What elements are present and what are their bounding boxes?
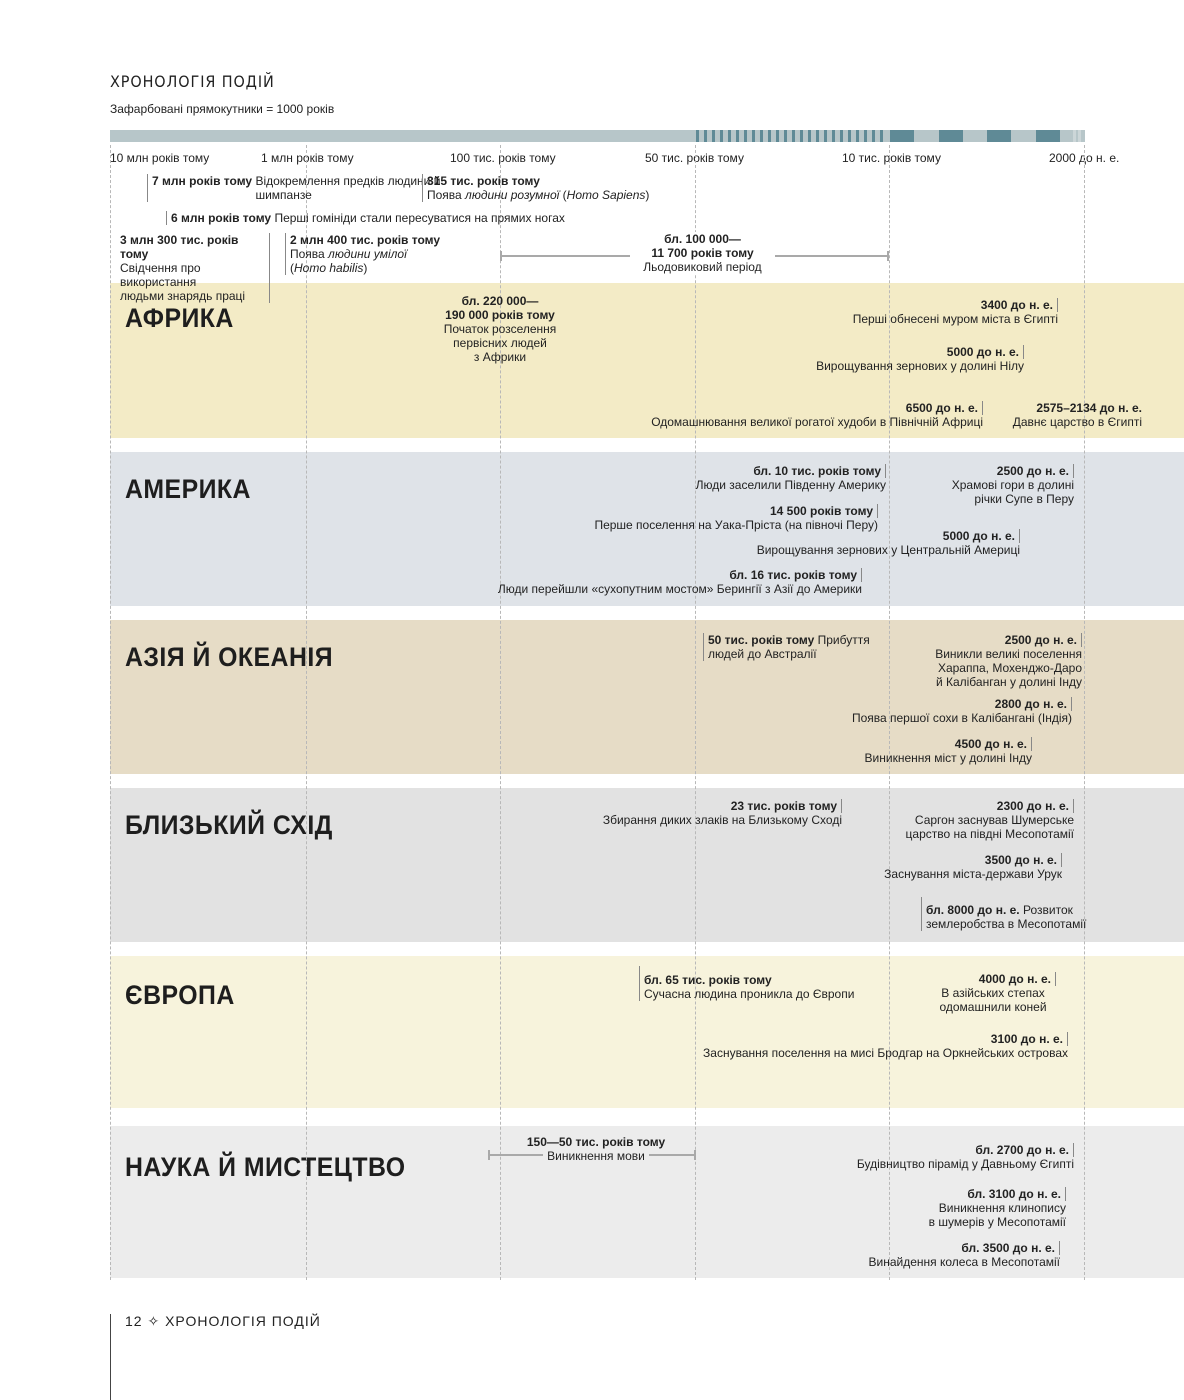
event-language: 150—50 тис. років тому Виникнення мови bbox=[526, 1135, 666, 1163]
axis-label-10m: 10 млн років тому bbox=[110, 151, 210, 165]
event-brodgar: 3100 до н. е. Заснування поселення на мисі Бродгар на Оркнейських островах bbox=[690, 1032, 1068, 1060]
region-title: НАУКА Й МИСТЕЦТВО bbox=[125, 1152, 406, 1182]
event-huaca-prieta: 14 500 років тому Перше поселення на Уака-Пріста (на півночі Перу) bbox=[580, 504, 878, 532]
guide-line bbox=[110, 145, 111, 1280]
event-australia: 50 тис. років тому Прибуття людей до Австралії bbox=[703, 633, 870, 661]
axis-label-2000bc: 2000 до н. е. bbox=[1049, 151, 1120, 165]
event-first-plough: 2800 до н. е. Поява першої сохи в Калібангані (Індія) bbox=[840, 697, 1072, 725]
event-uruk: 3500 до н. е. Заснування міста-держави Урук bbox=[870, 853, 1062, 881]
axis-label-50k: 50 тис. років тому bbox=[645, 151, 744, 165]
event-indus-cities: 2500 до н. е. Виникли великі поселення Хараппа, Мохенджо-Даро й Калібанган у долині Інду bbox=[920, 633, 1082, 689]
axis-label-100k: 100 тис. років тому bbox=[450, 151, 556, 165]
event-ice-age: бл. 100 000— 11 700 років тому Льодовиковий період bbox=[630, 232, 775, 274]
event-agriculture: бл. 8000 до н. е. Розвиток землеробства в Месопотамії bbox=[921, 897, 1086, 931]
event-bipedal: 6 млн років тому Перші гомініди стали пересуватися на прямих ногах bbox=[166, 211, 565, 225]
event-cuneiform: бл. 3100 до н. е. Виникнення клинопису в шумерів у Месопотамії bbox=[920, 1187, 1066, 1229]
region-title: АФРИКА bbox=[125, 303, 234, 333]
event-homo-habilis: 2 млн 400 тис. років тому Поява людини умілої (Homo habilis) bbox=[285, 233, 440, 275]
footer-section-title: ХРОНОЛОГІЯ ПОДІЙ bbox=[165, 1313, 321, 1329]
scale-legend: Зафарбовані прямокутники = 1000 років bbox=[110, 102, 335, 116]
event-cattle: 6500 до н. е. Одомашнювання великої рогатої худоби в Північній Африці bbox=[630, 401, 983, 429]
sparkle-icon: ✧ bbox=[147, 1313, 161, 1329]
region-title: ЄВРОПА bbox=[125, 980, 235, 1010]
footer-rule bbox=[110, 1314, 111, 1400]
event-tools: 3 млн 300 тис. років тому Свідчення про використання людьми знарядь праці bbox=[110, 233, 270, 303]
event-europe-humans: бл. 65 тис. років тому Сучасна людина проникла до Європи bbox=[639, 966, 854, 1001]
event-south-america: бл. 10 тис. років тому Люди заселили Південну Америку bbox=[670, 464, 886, 492]
event-out-of-africa: бл. 220 000— 190 000 років тому Початок розселення первісних людей з Африки bbox=[443, 294, 557, 364]
region-title: БЛИЗЬКИЙ СХІД bbox=[125, 810, 333, 840]
event-ape-split: 7 млн років тому Відокремлення предків людини й шимпанзе bbox=[147, 174, 495, 202]
guide-line bbox=[695, 145, 696, 1280]
event-horses: 4000 до н. е. В азійських степах одомашнили коней bbox=[930, 972, 1056, 1014]
event-supe-valley: 2500 до н. е. Храмові гори в долині річки Супе в Перу bbox=[930, 464, 1074, 506]
time-scale-bar bbox=[110, 130, 1085, 142]
page-number: 12 bbox=[125, 1313, 143, 1329]
region-title: АЗІЯ Й ОКЕАНІЯ bbox=[125, 642, 334, 672]
event-pyramids: бл. 2700 до н. е. Будівництво пірамід у Давньому Єгипті bbox=[840, 1143, 1074, 1171]
event-wild-grain: 23 тис. років тому Збирання диких злаків на Близькому Сході bbox=[590, 799, 842, 827]
region-title: АМЕРИКА bbox=[125, 474, 251, 504]
event-sargon: 2300 до н. е. Саргон заснував Шумерське царство на півдні Месопотамії bbox=[900, 799, 1074, 841]
event-nile-grain: 5000 до н. е. Вирощування зернових у долині Нілу bbox=[780, 345, 1024, 373]
axis-label-1m: 1 млн років тому bbox=[261, 151, 354, 165]
event-indus-towns: 4500 до н. е. Виникнення міст у долині Інду bbox=[850, 737, 1032, 765]
guide-line bbox=[306, 145, 307, 1280]
event-beringia: бл. 16 тис. років тому Люди перейшли «сухопутним мостом» Берингії з Азії до Америки bbox=[490, 568, 862, 596]
event-wheel: бл. 3500 до н. е. Винайдення колеса в Месопотамії bbox=[860, 1241, 1060, 1269]
guide-line bbox=[1084, 145, 1085, 1280]
event-mesoamerica-grain: 5000 до н. е. Вирощування зернових у Центральній Америці bbox=[740, 529, 1020, 557]
page-footer bbox=[125, 1313, 321, 1330]
page-title: ХРОНОЛОГІЯ ПОДІЙ bbox=[110, 72, 275, 91]
event-walled-cities: 3400 до н. е. Перші обнесені муром міста в Єгипті bbox=[810, 298, 1058, 326]
axis-label-10k: 10 тис. років тому bbox=[842, 151, 941, 165]
event-homo-sapiens: 315 тис. років тому Поява людини розумної (Homo Sapiens) bbox=[422, 174, 649, 202]
event-old-kingdom: 2575–2134 до н. е. Давнє царство в Єгипті bbox=[1012, 401, 1142, 429]
